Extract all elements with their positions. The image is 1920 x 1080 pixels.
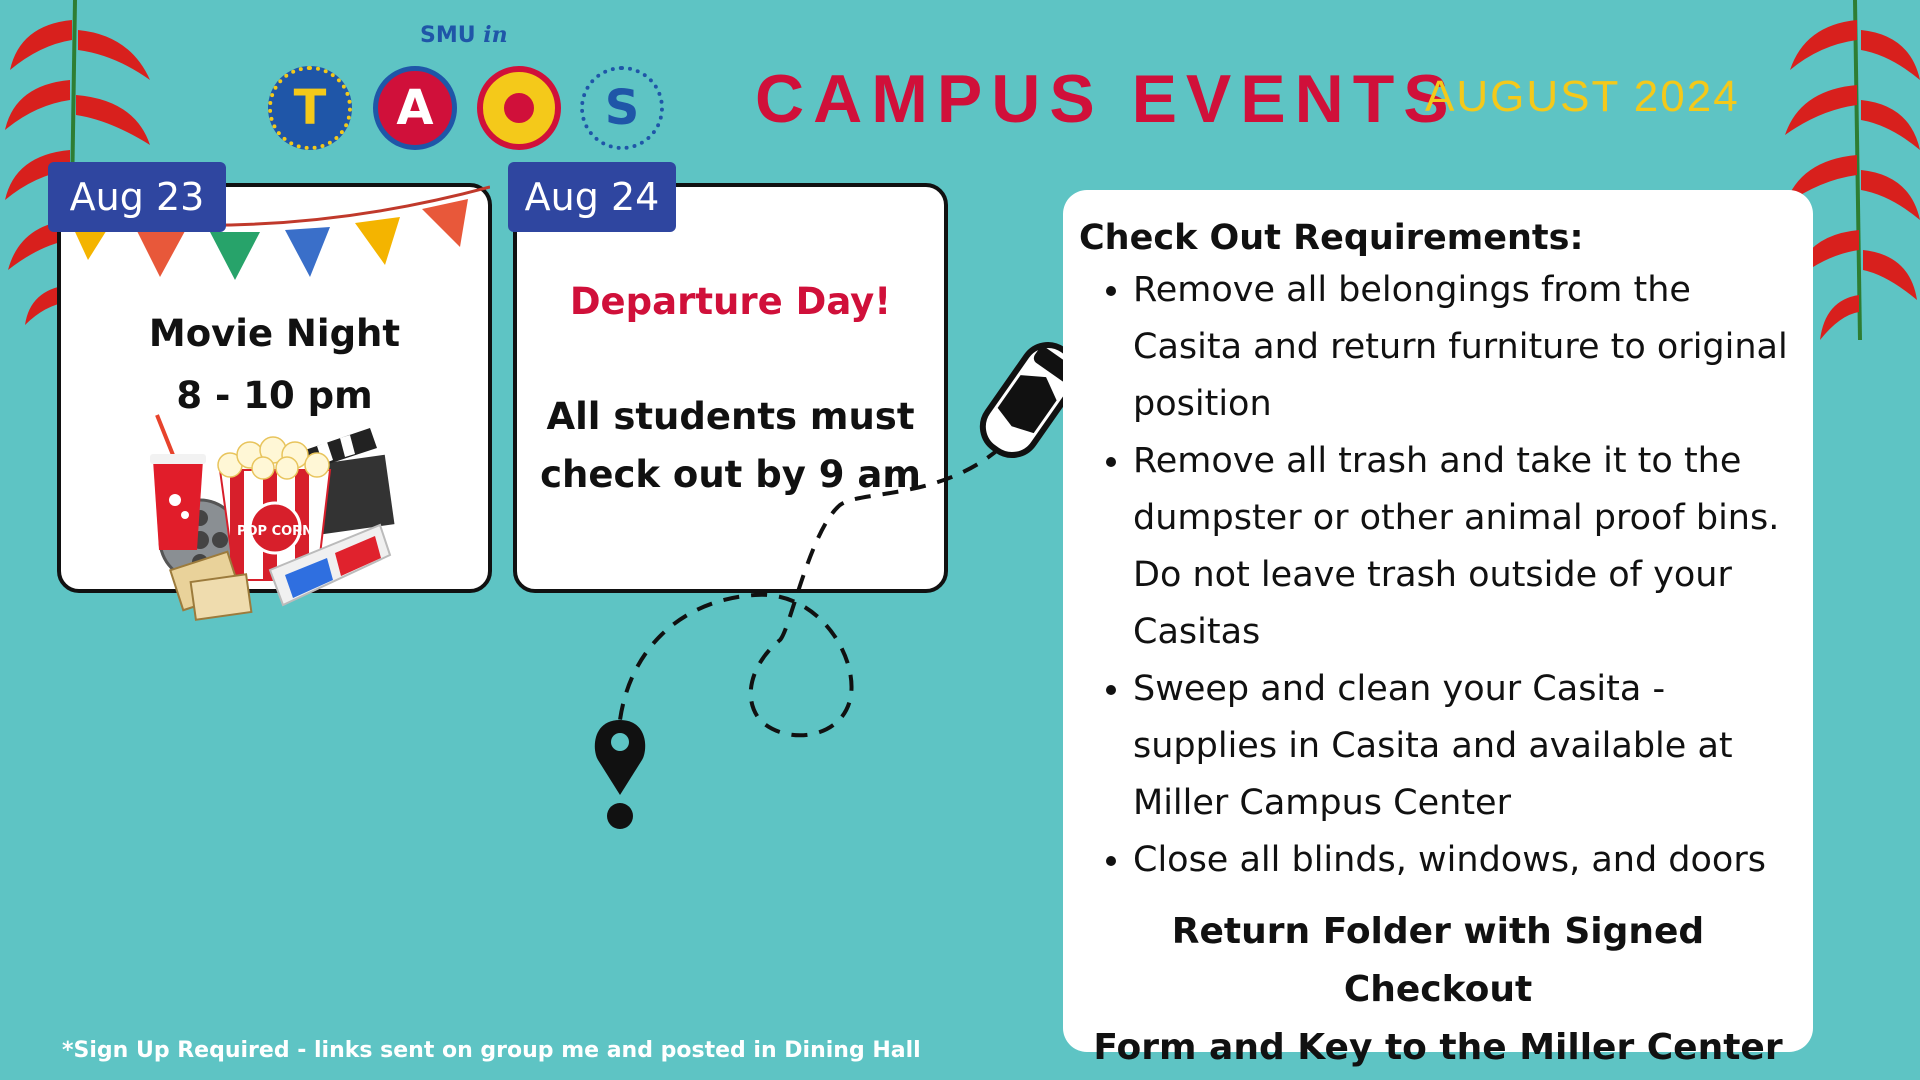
requirements-list: [1079, 262, 1797, 889]
page-month: AUGUST 2024: [1425, 72, 1740, 121]
movie-clipart: [145, 410, 405, 625]
logo-letter-t: T: [268, 66, 352, 150]
list-item: • Remove all belongings from the Casita and return furniture to original position: [1133, 262, 1797, 433]
brand-label: SMU in: [420, 22, 508, 48]
list-item: • Sweep and clean your Casita - supplies in Casita and available at Miller Campus Center: [1133, 661, 1797, 832]
event-line-2: check out by 9 am: [540, 453, 921, 496]
event-time-movie-night: 8 - 10 pm: [176, 374, 373, 417]
route-path: [560, 300, 1120, 840]
svg-text:POP CORN: POP CORN: [236, 524, 314, 539]
logo-sun-icon: [500, 89, 538, 127]
checkout-requirements-panel: [1063, 190, 1813, 1068]
event-date-aug-24: Aug 24: [508, 162, 676, 232]
soda-cup-icon: [150, 415, 206, 550]
event-title-departure-day: Departure Day!: [569, 280, 892, 323]
event-title-movie-night: Movie Night: [148, 312, 401, 355]
event-line-1: All students must: [546, 395, 915, 438]
signup-note: *Sign Up Required - links sent on group me and posted in Dining Hall: [62, 1038, 921, 1063]
location-pin-icon: [595, 720, 645, 829]
requirements-heading: Check Out Requirements:: [1079, 218, 1584, 258]
list-item: • Close all blinds, windows, and doors: [1133, 832, 1797, 889]
logo-letter-s: S: [580, 66, 664, 150]
list-item: • Remove all trash and take it to the dumpster or other animal proof bins. Do not leave trash outside of your Casitas: [1133, 433, 1797, 661]
logo-letter-a: A: [373, 66, 457, 150]
logo-letter-o: [477, 66, 561, 150]
event-date-aug-23: Aug 23: [48, 162, 226, 232]
page-title: CAMPUS EVENTS: [755, 61, 1458, 137]
requirements-footer: Return Folder with Signed Checkout Form and Key to the Miller Center: [1093, 911, 1783, 1068]
